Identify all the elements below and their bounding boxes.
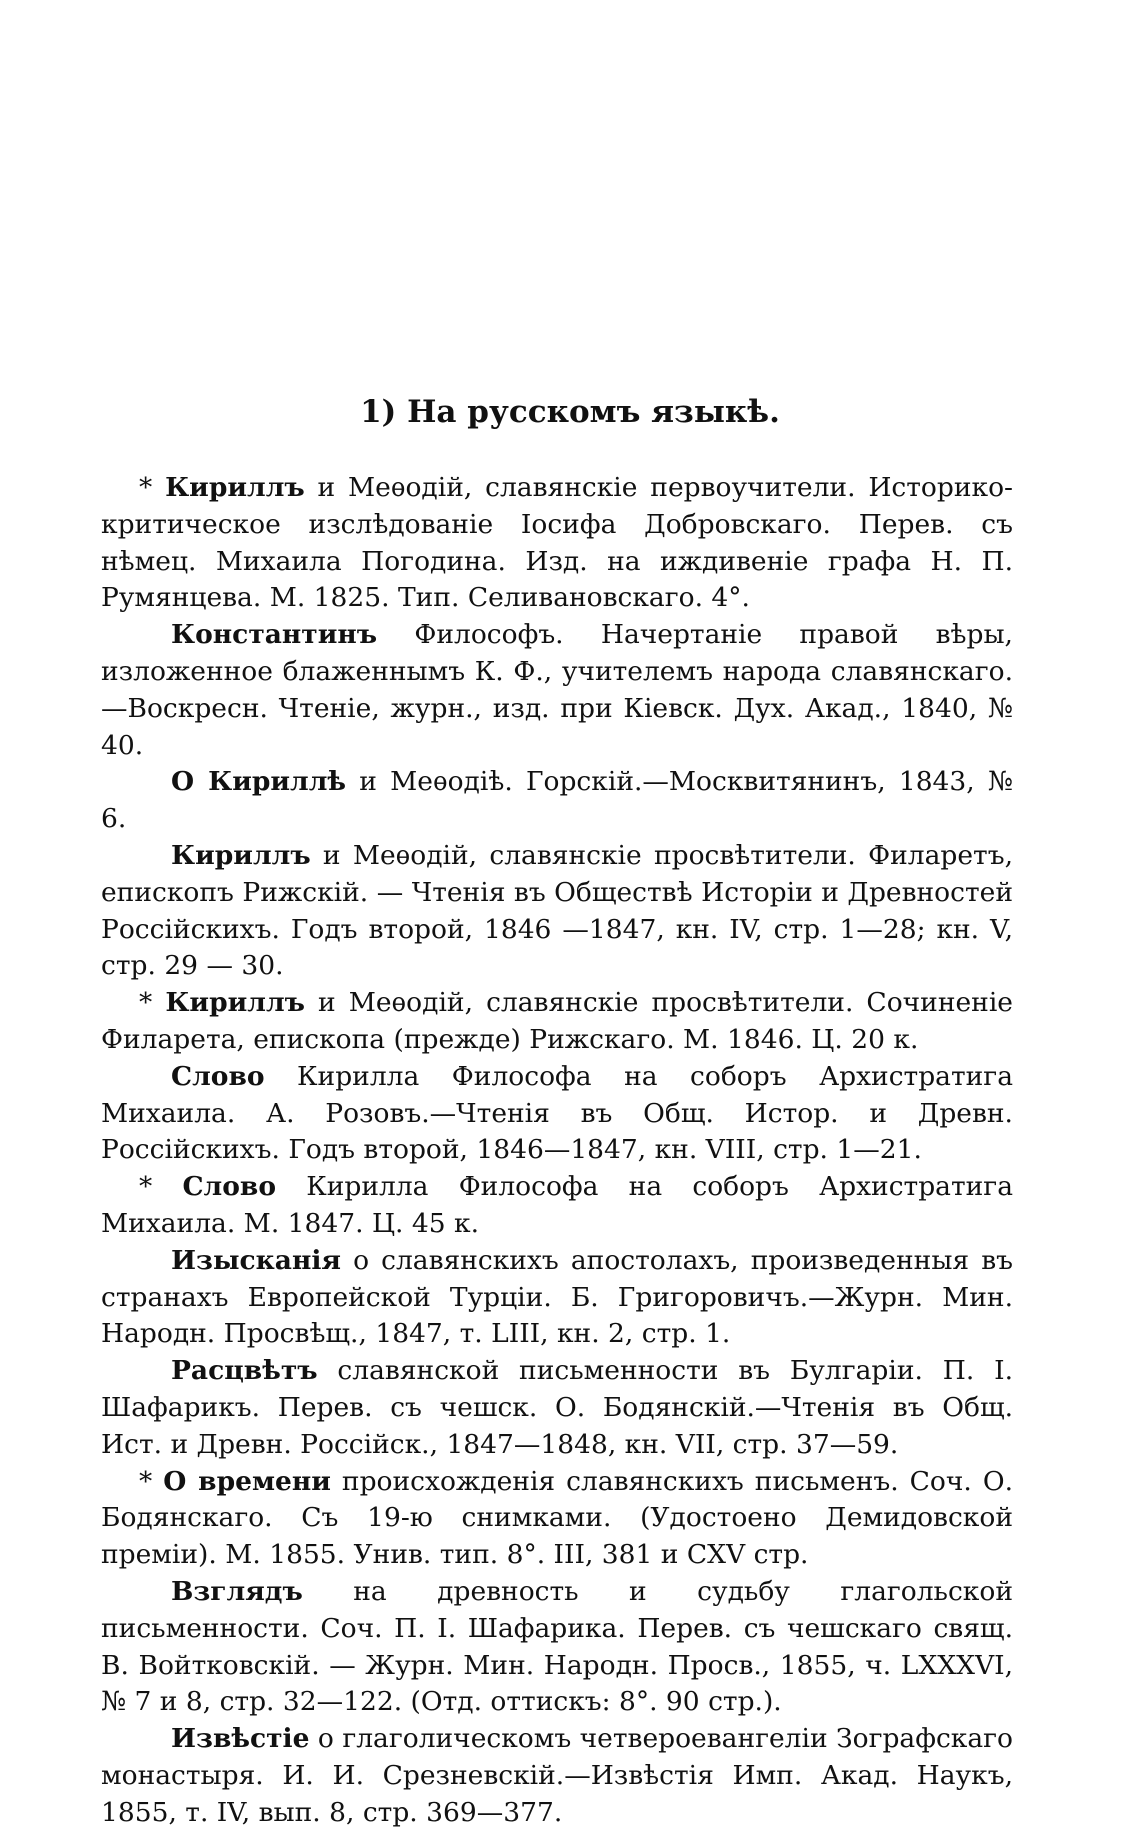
bibliography-entry bbox=[101, 1574, 1013, 1721]
bibliography-entry bbox=[101, 838, 1013, 985]
bibliography-entry bbox=[101, 1169, 1013, 1243]
entry-marker: * bbox=[139, 987, 166, 1019]
entry-text: Кирилла Философа на соборъ Архистратига Михаила. А. Розовъ.—Чтенія въ Общ. Истор. и Древн. Россійскихъ. Годъ второй, 1846—1847, кн. VIII, стр. 1—21. bbox=[101, 1060, 1013, 1166]
entry-keyword: О Кириллѣ bbox=[171, 766, 347, 798]
entry-keyword: Слово bbox=[171, 1060, 265, 1092]
entry-keyword: Изысканія bbox=[171, 1244, 341, 1276]
entry-keyword: Кириллъ bbox=[165, 472, 305, 503]
section-heading: 1) На русскомъ языкѣ. bbox=[360, 394, 780, 430]
entry-keyword: Кириллъ bbox=[165, 987, 305, 1019]
entry-marker: * bbox=[139, 1171, 183, 1203]
entry-keyword: Расцвѣтъ bbox=[171, 1355, 318, 1387]
entry-text: происхожденія славянскихъ письменъ. Соч. О. Бодянскаго. Съ 19-ю снимками. (Удостоено Демидовской преміи). М. 1855. Унив. тип. 8°. III, 381 и CXV стр. bbox=[101, 1465, 1013, 1571]
entry-text: и Меѳодій, славянскіе просвѣтители. Сочиненіе Филарета, епископа (прежде) Рижскаго. М. 1846. Ц. 20 к. bbox=[101, 987, 1013, 1055]
entry-text: и Меѳодій, славянскіе первоучители. Историко-критическое изслѣдованіе Іосифа Добровскаго. Перев. съ нѣмец. Михаила Погодина. Изд. на иждивеніе графа Н. П. Румянцева. М. 1825. Тип. Селивановскаго. 4°. bbox=[101, 472, 1013, 614]
bibliography-entry bbox=[101, 1721, 1013, 1831]
entry-text: о глаголическомъ четвероевангеліи Зографскаго монастыря. И. И. Срезневскій.—Извѣстія Имп. Акад. Наукъ, 1855, т. IV, вып. 8, стр. 369—377. bbox=[101, 1723, 1013, 1828]
entry-marker: * bbox=[139, 1465, 164, 1497]
entry-text: и Меѳодій, славянскіе просвѣтители. Филаретъ, епископъ Рижскій. — Чтенія въ Обществѣ Исторіи и Древностей Россійскихъ. Годъ второй, 1846 —1847, кн. IV, стр. 1—28; кн. V, стр. 29 — 30. bbox=[101, 839, 1013, 982]
entry-keyword: Извѣстіе bbox=[171, 1723, 310, 1755]
entry-keyword: Кириллъ bbox=[171, 839, 311, 871]
entry-text: и Меѳодіѣ. Горскій.—Москвитянинъ, 1843, № 6. bbox=[101, 766, 1013, 835]
entry-keyword: Взглядъ bbox=[171, 1575, 303, 1607]
bibliography-entry bbox=[101, 617, 1013, 764]
bibliography-entry bbox=[101, 1464, 1013, 1574]
bibliography-entry bbox=[101, 1059, 1013, 1169]
entry-text: о славянскихъ апостолахъ, произведенныя въ странахъ Европейской Турціи. Б. Григоровичъ.—Журн. Мин. Народн. Просвѣщ., 1847, т. LIII, кн. 2, стр. 1. bbox=[101, 1244, 1013, 1350]
entry-text: Кирилла Философа на соборъ Архистратига Михаила. М. 1847. Ц. 45 к. bbox=[101, 1171, 1013, 1239]
entry-text: Философъ. Начертаніе правой вѣры, изложенное блаженнымъ К. Ф., учителемъ народа славянскаго.—Воскресн. Чтеніе, журн., изд. при Кіевск. Дух. Акад., 1840, № 40. bbox=[101, 619, 1013, 761]
bibliography-entry bbox=[101, 1243, 1013, 1353]
entry-keyword: Константинъ bbox=[171, 619, 378, 651]
entry-keyword: Слово bbox=[182, 1171, 277, 1203]
bibliography-list bbox=[101, 470, 1013, 1831]
bibliography-entry bbox=[101, 985, 1013, 1059]
entry-marker: * bbox=[139, 472, 166, 503]
entry-keyword: О времени bbox=[163, 1465, 331, 1497]
bibliography-entry bbox=[101, 470, 1013, 617]
bibliography-entry bbox=[101, 764, 1013, 838]
entry-text: на древность и судьбу глагольской письменности. Соч. П. І. Шафарика. Перев. съ чешскаго свящ. В. Войтковскій. — Журн. Мин. Народн. Просв., 1855, ч. LXXXVI, № 7 и 8, стр. 32—122. (Отд. оттискъ: 8°. 90 стр.). bbox=[101, 1575, 1013, 1718]
bibliography-entry bbox=[101, 1353, 1013, 1463]
entry-text: славянской письменности въ Булгаріи. П. І. Шафарикъ. Перев. съ чешск. О. Бодянскій.—Чтенія въ Общ. Ист. и Древн. Россійск., 1847—1848, кн. VII, стр. 37—59. bbox=[101, 1355, 1013, 1460]
